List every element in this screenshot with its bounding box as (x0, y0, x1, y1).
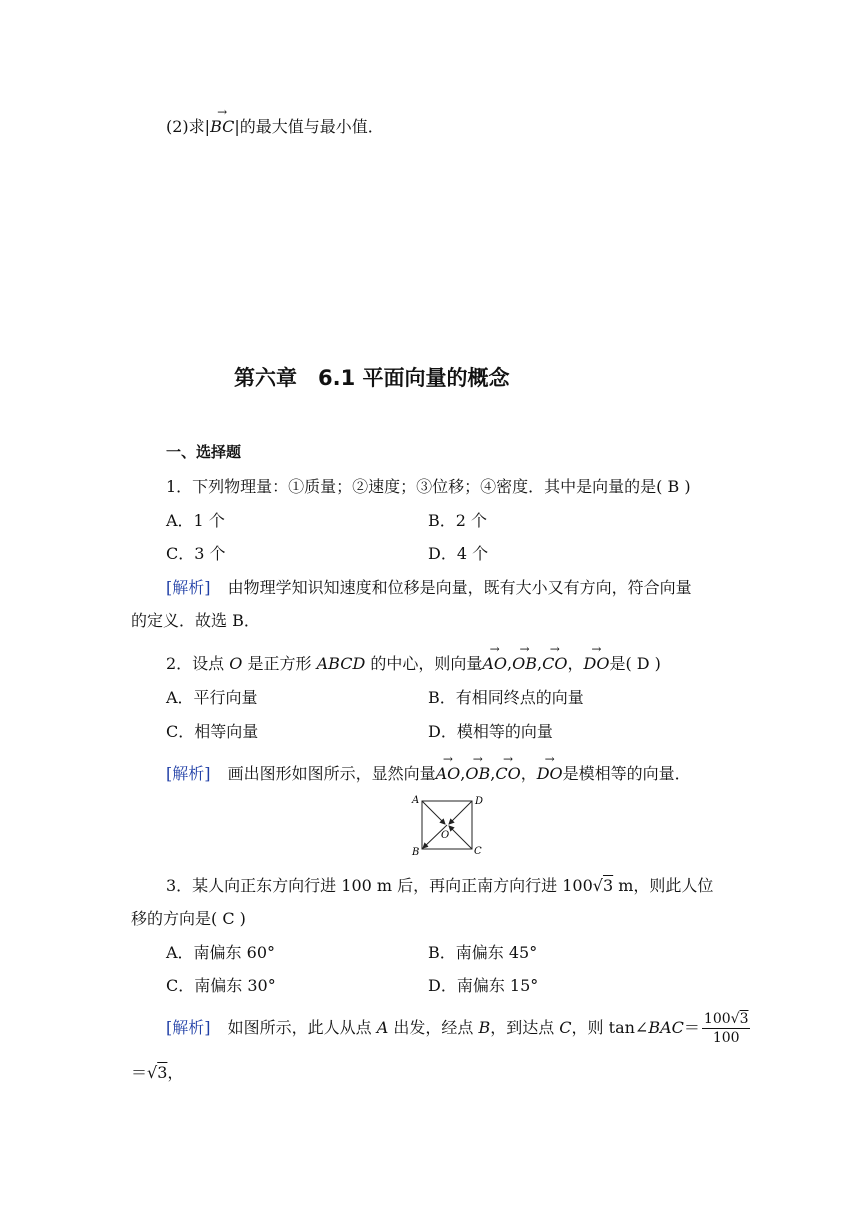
vector-ob: → OB (465, 764, 490, 783)
vector-co: → CO (542, 654, 567, 673)
analysis-d: ，则 tan∠ (571, 1018, 649, 1037)
q2-stem-end: 是( D ) (609, 654, 661, 673)
vector-co: → CO (495, 764, 520, 783)
analysis-end: 是模相等的向量． (562, 764, 691, 783)
vector-ao-arrow (422, 801, 445, 824)
equals-sign: ＝ (683, 1018, 700, 1037)
analysis-tag: [解析] (166, 578, 211, 597)
q2-option-d: D．模相等的向量 (428, 722, 553, 741)
q3-result (131, 1060, 183, 1083)
q2-point-o: O (229, 654, 243, 673)
label-d: D (475, 796, 484, 807)
point-a: A (376, 1018, 389, 1037)
q3-stem-b: m，则此人位 (613, 876, 714, 895)
result-sqrt: 3 (157, 1063, 168, 1082)
q2-stem-b: 是正方形 (242, 654, 317, 673)
q3-stem-line2: 移的方向是( C ) (131, 909, 246, 928)
vector-do: → DO (583, 654, 609, 673)
analysis-text: 由物理学知识知速度和位移是向量，既有大小又有方向，符合向量 (227, 578, 692, 597)
sqrt-radicand: 3 (602, 876, 614, 895)
question-2-part (166, 114, 384, 137)
q2-stem-c: 的中心，则向量 (365, 654, 483, 673)
point-c: C (559, 1018, 572, 1037)
analysis-tag: [解析] (166, 764, 211, 783)
num-a: 100 (703, 1011, 731, 1027)
q2-option-a: A．平行向量 (166, 688, 258, 707)
q2-stem: 2．设点 O 是正方形 ABCD 的中心，则向量→ AO,→ OB,→ CO，→ DO是( D ) (166, 651, 661, 674)
q3-option-a: A．南偏东 60° (166, 943, 276, 962)
point-b: B (478, 1018, 491, 1037)
q1-option-d: D．4 个 (428, 544, 489, 563)
label-b: B (412, 847, 420, 858)
vector-ao: → AO (482, 654, 507, 673)
q3-stem-line1 (166, 873, 713, 896)
q3-analysis (166, 1010, 750, 1047)
analysis-a: 如图所示，此人从点 (227, 1018, 377, 1037)
q2-option-c: C．相等向量 (166, 722, 259, 741)
q1-option-a: A．1 个 (166, 511, 225, 530)
q3-stem-a: 3．某人向正东方向行进 100 m 后，再向正南方向行进 100 (166, 876, 593, 895)
vector-do-arrow (449, 801, 472, 824)
q3-option-c: C．南偏东 30° (166, 976, 276, 995)
sqrt-sign: √ (147, 1063, 158, 1082)
fraction-numerator: 100√3 (703, 1011, 749, 1027)
q1-analysis-line2: 的定义．故选 B． (131, 611, 260, 630)
fraction (702, 1010, 751, 1047)
q2-analysis: [解析] 画出图形如图所示，显然向量→ AO,→ OB,→ CO，→ DO是模相等的向量． (166, 761, 691, 784)
section-heading: 一、选择题 (166, 443, 242, 461)
q1-option-c: C．3 个 (166, 544, 226, 563)
q1-analysis-line1 (166, 575, 692, 598)
label-o: O (441, 830, 450, 841)
chapter-title: 第六章 6.1 平面向量的概念 (234, 366, 510, 390)
result-comma: ， (167, 1063, 184, 1082)
num-sqrt: 3 (739, 1011, 749, 1027)
analysis-text: 画出图形如图所示，显然向量 (227, 764, 436, 783)
q2-option-b: B．有相同终点的向量 (428, 688, 584, 707)
vector-co-arrow (449, 826, 472, 849)
q3-option-b: B．南偏东 45° (428, 943, 538, 962)
fraction-denominator: 100 (712, 1030, 740, 1046)
analysis-b: 出发，经点 (388, 1018, 479, 1037)
question-prefix: (2)求| (166, 117, 211, 136)
angle-bac: BAC (648, 1018, 684, 1037)
vector-do: → DO (537, 764, 563, 783)
question-suffix: |的最大值与最小值． (234, 117, 384, 136)
label-c: C (474, 846, 482, 857)
q2-square-abcd: ABCD (316, 654, 366, 673)
vector-ao: → AO (436, 764, 461, 783)
analysis-tag: [解析] (166, 1018, 211, 1037)
vector-ob: → OB (512, 654, 537, 673)
label-a: A (412, 795, 420, 806)
q1-option-b: B．2 个 (428, 511, 488, 530)
analysis-c: ，到达点 (490, 1018, 560, 1037)
q1-stem: 1．下列物理量：①质量；②速度；③位移；④密度．其中是向量的是( B ) (166, 477, 691, 496)
vector-bc: → BC (210, 117, 234, 136)
q2-stem-a: 2．设点 (166, 654, 230, 673)
sqrt-sign: √ (592, 876, 603, 895)
q3-option-d: D．南偏东 15° (428, 976, 539, 995)
square-figure (408, 792, 488, 858)
result-eq: ＝ (131, 1063, 148, 1082)
